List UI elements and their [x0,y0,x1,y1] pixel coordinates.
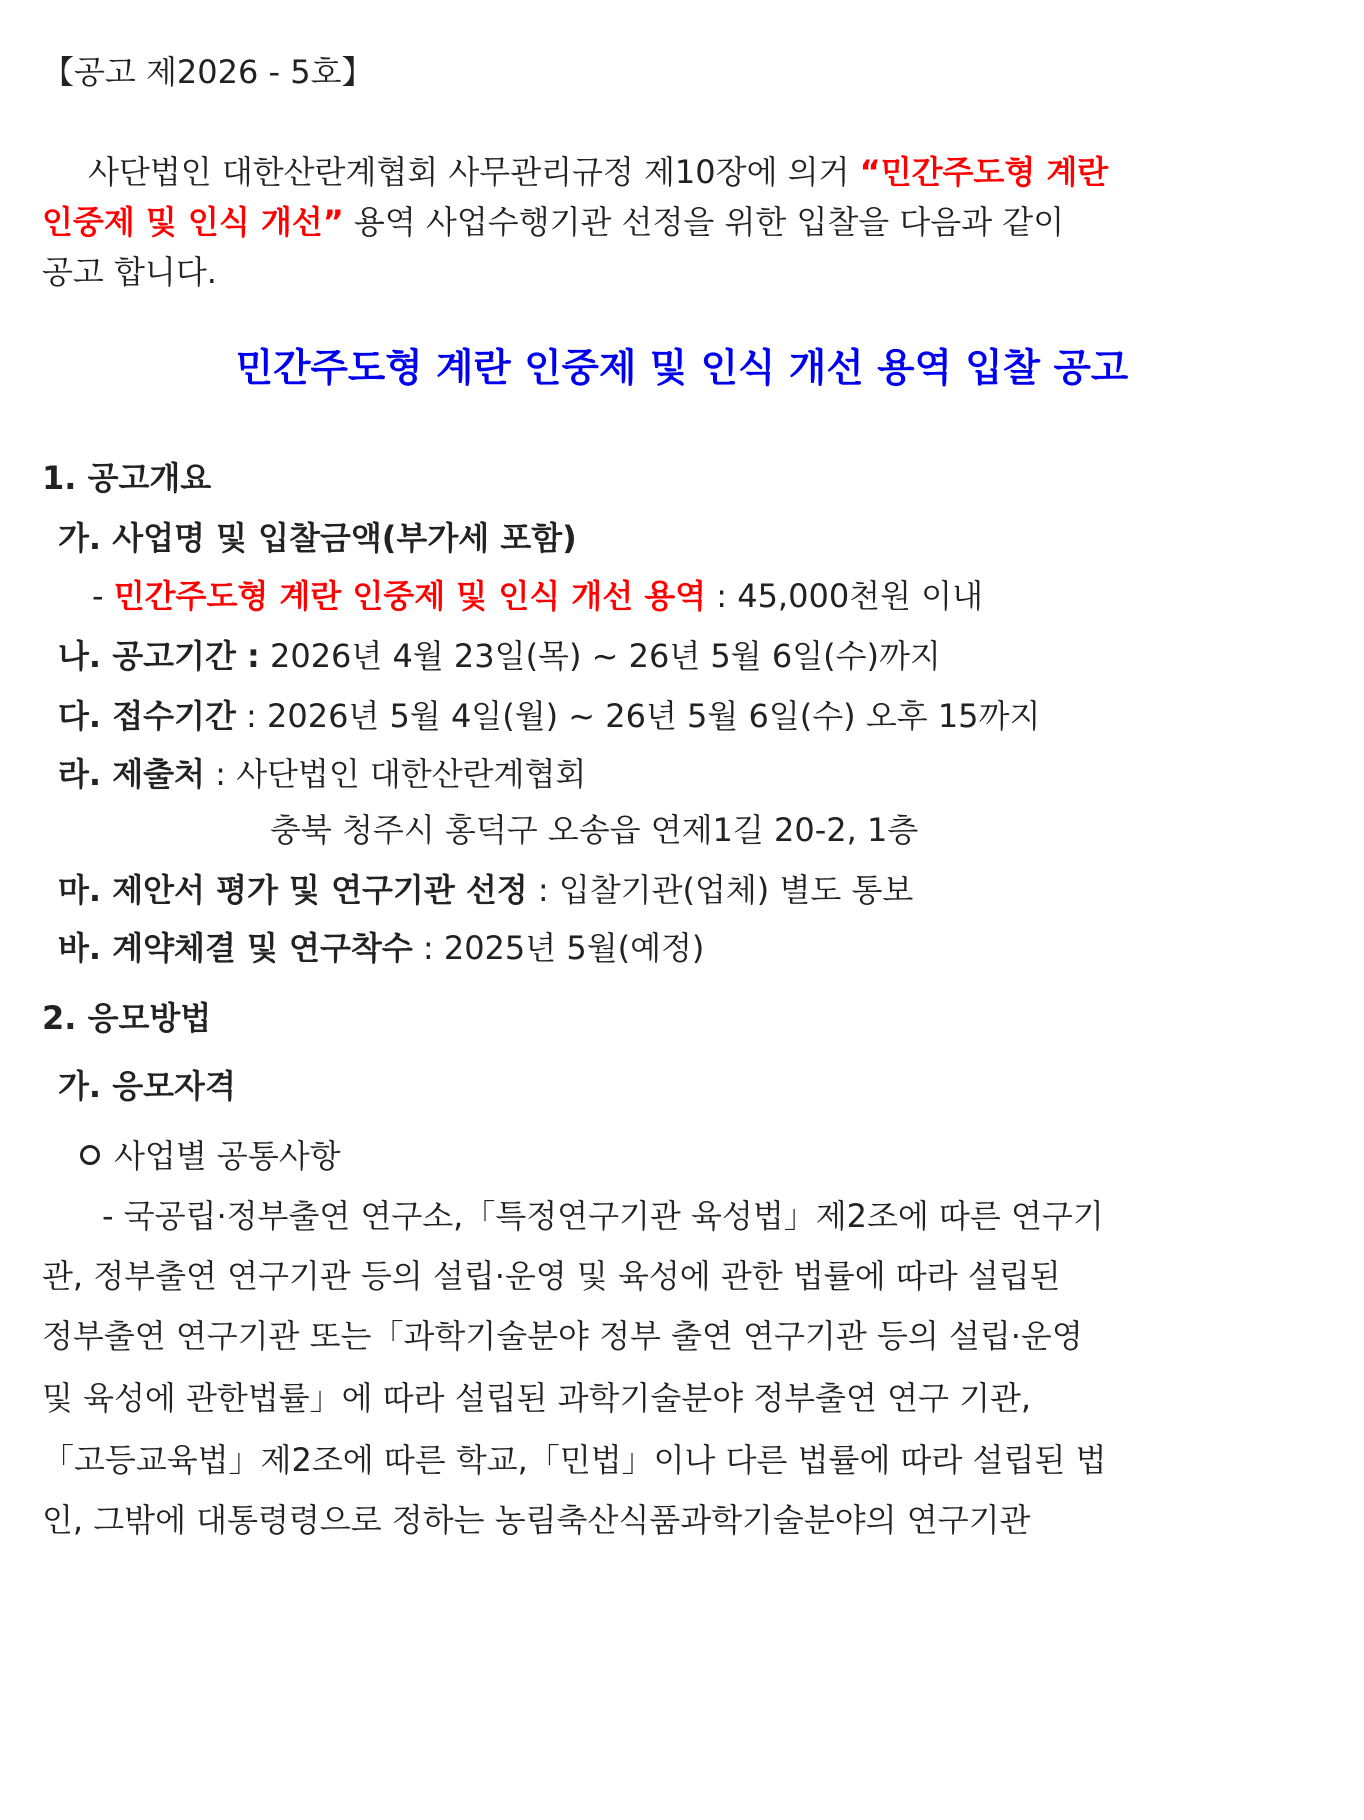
item-2-ga-label: 가. 응모자격 [58,1067,236,1105]
section1-heading: 1. 공고개요 [42,459,212,497]
item-da [58,696,1040,736]
para-line: - 국공립·정부출연 연구소,「특정연구기관 육성법」제2조에 따른 연구기 [102,1197,1104,1235]
para-line: 관, 정부출연 연구기관 등의 설립·운영 및 육성에 관한 법률에 따라 설립된 [42,1257,1061,1295]
item-da-label: 다. 접수기간 [58,697,236,735]
intro-line-2 [42,202,1064,242]
para-line: 정부출연 연구기관 또는「과학기술분야 정부 출연 연구기관 등의 설립·운영 [42,1317,1083,1355]
item-ga-label: 가. 사업명 및 입찰금액(부가세 포함) [58,519,577,557]
item-na [58,636,941,676]
section2-heading: 2. 응모방법 [42,999,212,1037]
para-line: 「고등교육법」제2조에 따른 학교,「민법」이나 다른 법률에 따라 설립된 법 [42,1441,1107,1479]
item-ma-value: : 입찰기관(업체) 별도 통보 [527,871,914,909]
bullet-label: 사업별 공통사항 [114,1137,341,1175]
intro-line-1 [88,152,1108,192]
item-ga-detail [92,576,983,616]
item-ma-label: 마. 제안서 평가 및 연구기관 선정 [58,871,528,909]
item-ba [58,928,704,968]
bullet-item [80,1136,341,1176]
item-ra-label: 라. 제출처 [58,755,205,793]
item-ra [58,754,586,794]
para-line: 인, 그밖에 대통령령으로 정하는 농림축산식품과학기술분야의 연구기관 [42,1501,1031,1539]
item-na-label: 나. 공고기간 : [58,637,260,675]
item-da-value: : 2026년 5월 4일(월) ~ 26년 5월 6일(수) 오후 15까지 [235,697,1041,735]
circle-bullet-icon [80,1145,100,1165]
intro-text: 사단법인 대한산란계협회 사무관리규정 제10장에 의거 [88,153,860,191]
intro-text: 용역 사업수행기관 선정을 위한 입찰을 다음과 같이 [343,203,1065,241]
item-ba-value: : 2025년 5월(예정) [412,929,705,967]
main-title: 민간주도형 계란 인중제 및 인식 개선 용역 입찰 공고 [235,346,1129,391]
item-ra-address: 충북 청주시 홍덕구 오송읍 연제1길 20-2, 1층 [270,811,919,849]
item-ma [58,870,913,910]
para-line: 및 육성에 관한법률」에 따라 설립된 과학기술분야 정부출연 연구 기관, [42,1379,1032,1417]
intro-highlight: “민간주도형 계란 [859,153,1109,191]
item-na-value: 2026년 4월 23일(목) ~ 26년 5월 6일(수)까지 [259,637,941,675]
bid-amount: : 45,000천원 이내 [706,577,983,615]
dash: - [92,577,114,615]
item-ba-label: 바. 계약체결 및 연구착수 [58,929,413,967]
intro-line-3: 공고 합니다. [42,253,217,291]
item-ra-value: : 사단법인 대한산란계협회 [204,755,587,793]
project-name: 민간주도형 계란 인중제 및 인식 개선 용역 [113,577,707,615]
notice-number: 【공고 제2026 - 5호】 [42,53,374,91]
intro-highlight: 인중제 및 인식 개선” [42,203,344,241]
